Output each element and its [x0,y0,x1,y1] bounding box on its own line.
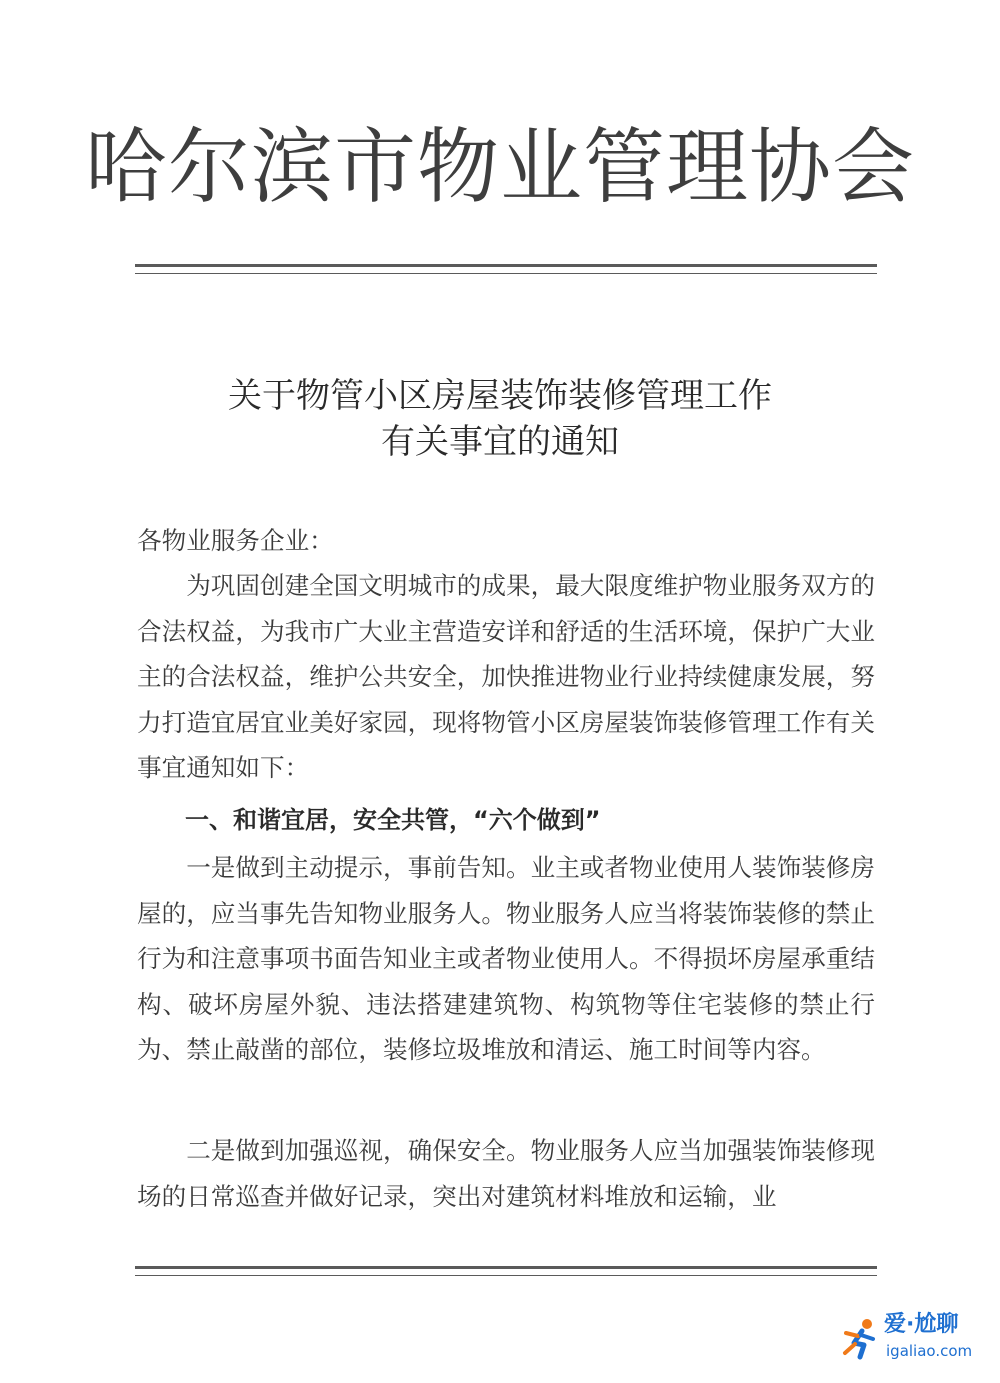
watermark-url: igaliao.com [886,1342,973,1360]
letterhead-organization: 哈尔滨市物业管理协会 [84,120,915,215]
footer-divider [135,1266,877,1276]
point-one-paragraph: 一是做到主动提示，事前告知。业主或者物业使用人装饰装修房屋的，应当事先告知物业服务人。物业服务人应当将装饰装修的禁止行为和注意事项书面告知业主或者物业使用人。不得损坏房屋承重结构、破坏房屋外貌、违法搭建建筑物、构筑物等住宅装修的禁止行为、禁止敲凿的部位，装修垃圾堆放和清运、施工时间等内容。 [137,853,875,1064]
notice-title-line2: 有关事宜的通知 [381,422,619,462]
section-heading: 一、和谐宜居，安全共管，“六个做到” [185,806,601,834]
salutation: 各物业服务企业： [137,526,334,555]
site-watermark [840,1311,990,1369]
point-two-paragraph: 二是做到加强巡视，确保安全。物业服务人应当加强装饰装修现场的日常巡查并做好记录，突出对建筑材料堆放和运输，业 [137,1136,875,1211]
running-figure-logo-icon [840,1317,880,1361]
notice-title-line1: 关于物管小区房屋装饰装修管理工作 [228,376,772,416]
intro-paragraph: 为巩固创建全国文明城市的成果，最大限度维护物业服务双方的合法权益，为我市广大业主营造安详和舒适的生活环境，保护广大业主的合法权益，维护公共安全，加快推进物业行业持续健康发展，努力打造宜居宜业美好家园，现将物管小区房屋装饰装修管理工作有关事宜通知如下： [137,571,875,782]
watermark-title: 爱·尬聊 [884,1312,959,1337]
letterhead-divider [135,264,877,274]
